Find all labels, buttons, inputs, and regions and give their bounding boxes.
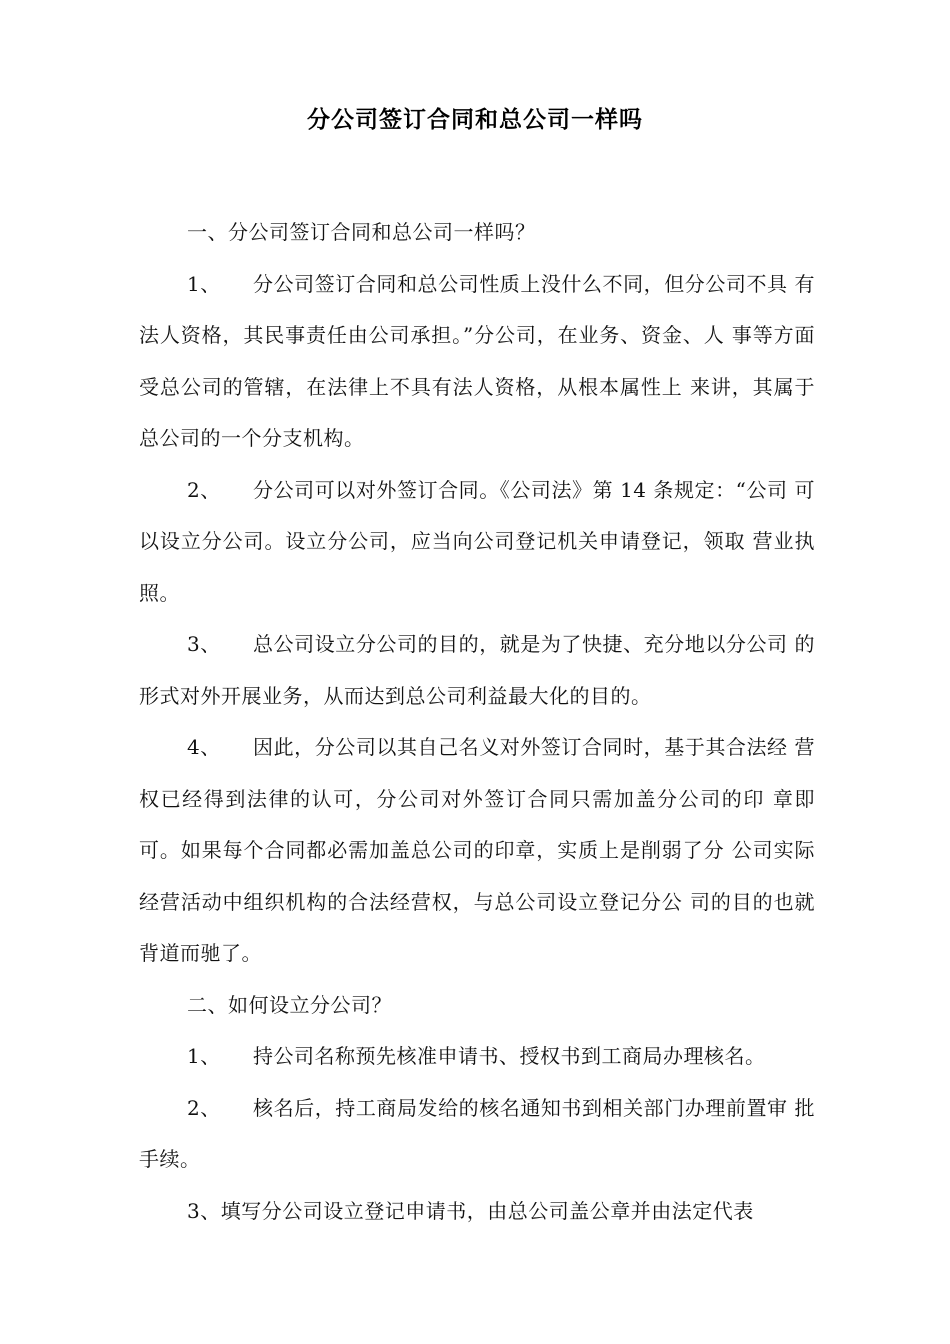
paragraph-text: 核名后，持工商局发给的核名通知书到相关部门办理前置审 批手续。 <box>139 1095 815 1171</box>
paragraph-2-2 <box>139 1083 815 1186</box>
paragraph-text: 持公司名称预先核准申请书、授权书到工商局办理核名。 <box>253 1044 766 1068</box>
section-heading-2 <box>139 980 815 1032</box>
paragraph-2-3 <box>139 1186 815 1238</box>
paragraph-text: 分公司签订合同和总公司性质上没什么不同，但分公司不具 有法人资格，其民事责任由公司承担。”分公司，在业务、资金、人 事等方面受总公司的管辖，在法律上不具有法人资格，从根本属性上 来讲，其属于总公司的一个分支机构。 <box>139 271 815 450</box>
paragraph-number: 2、 <box>187 1095 221 1120</box>
paragraph-text: 总公司设立分公司的目的，就是为了快捷、充分地以分公司 的形式对外开展业务，从而达到总公司利益最大化的目的。 <box>139 632 815 708</box>
paragraph-text: 填写分公司设立登记申请书，由总公司盖公章并由法定代表 <box>220 1198 754 1223</box>
paragraph-1-1 <box>139 259 815 465</box>
document-title: 分公司签订合同和总公司一样吗 <box>307 107 643 133</box>
paragraph-2-1 <box>139 1031 815 1083</box>
paragraph-1-3 <box>139 619 815 722</box>
paragraph-number: 1、 <box>187 1044 221 1068</box>
paragraph-number: 1、 <box>187 271 221 296</box>
paragraph-number: 3、 <box>187 632 221 656</box>
paragraph-1-2 <box>139 465 815 620</box>
paragraph-1-4 <box>139 722 815 980</box>
paragraph-text: 一、分公司签订合同和总公司一样吗？ <box>187 220 536 244</box>
paragraph-text: 因此，分公司以其自己名义对外签订合同时，基于其合法经 营权已经得到法律的认可，分公司对外签订合同只需加盖分公司的印 章即可。如果每个合同都必需加盖总公司的印章，实质上是削弱了分 公司实际经营活动中组织机构的合法经营权，与总公司设立登记分公 司的目的也就背道而驰了。 <box>139 735 815 965</box>
paragraph-text: 分公司可以对外签订合同。《公司法》第 14 条规定：“公司 可以设立分公司。设立分公司，应当向公司登记机关申请登记，领取 营业执照。 <box>139 477 815 605</box>
paragraph-number: 4、 <box>187 735 221 759</box>
document-body <box>139 207 815 1237</box>
paragraph-text: 二、如何设立分公司？ <box>187 992 392 1017</box>
section-heading-1 <box>139 207 815 259</box>
paragraph-number: 3、 <box>187 1198 221 1223</box>
paragraph-number: 2、 <box>187 477 221 502</box>
